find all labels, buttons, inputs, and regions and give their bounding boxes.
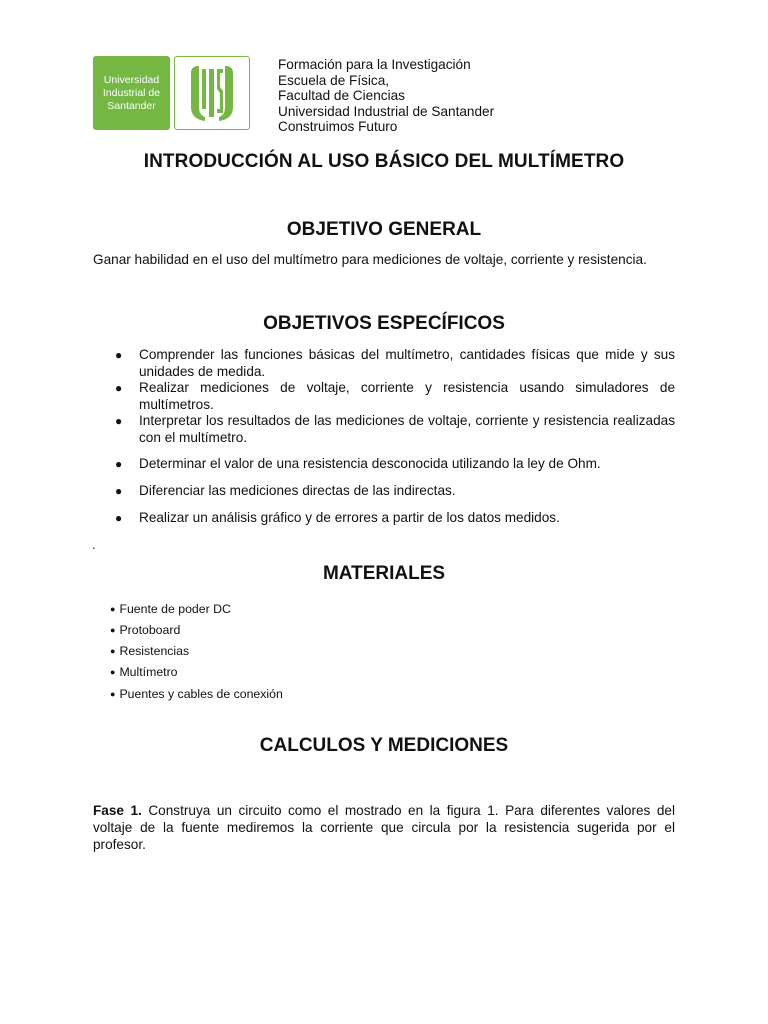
list-item-text: Resistencias — [119, 644, 190, 658]
list-item-text: Realizar un análisis gráfico y de errores a partir de los datos medidos. — [139, 510, 560, 525]
institution-line-5: Construimos Futuro — [278, 119, 398, 134]
objetivos-especificos-heading: OBJETIVOS ESPECÍFICOS — [263, 313, 505, 334]
bullet-icon: ● — [115, 484, 123, 498]
institution-line-1: Formación para la Investigación — [278, 57, 471, 72]
document-title: INTRODUCCIÓN AL USO BÁSICO DEL MULTÍMETRO — [143, 151, 625, 172]
list-item-text: Puentes y cables de conexión — [119, 687, 283, 701]
bullet-icon: ● — [115, 381, 123, 395]
bullet-icon: ● — [115, 457, 123, 471]
bullet-icon: ● — [110, 667, 116, 677]
bullet-icon: ● — [110, 604, 116, 614]
logo-text-line-2: Industrial de — [102, 86, 161, 99]
objetivo-general-text: Ganar habilidad en el uso del multímetro para mediciones de voltaje, corriente y resistencia. — [93, 252, 647, 267]
list-item-text: Comprender las funciones básicas del multímetro, cantidades físicas que mide y sus unidades de medida. — [139, 347, 675, 379]
fase-label: Fase 1. — [93, 803, 142, 818]
materiales-heading: MATERIALES — [322, 563, 446, 584]
list-item — [110, 644, 189, 660]
uis-mark-icon — [174, 56, 250, 130]
institution-info — [278, 57, 494, 135]
stray-dot: . — [92, 537, 96, 552]
list-item-text: Fuente de poder DC — [119, 602, 231, 616]
uis-logo — [93, 56, 251, 130]
institution-line-2: Escuela de Física, — [278, 72, 390, 88]
bullet-icon: ● — [115, 348, 123, 362]
logo-text-line-1: Universidad — [103, 73, 160, 86]
list-item — [110, 687, 283, 703]
list-item-text: Realizar mediciones de voltaje, corriente y resistencia usando simuladores de multímetros. — [139, 380, 675, 412]
institution-line-4: Universidad Industrial de Santander — [278, 103, 495, 119]
list-item — [110, 665, 178, 681]
list-item-text: Multímetro — [119, 665, 178, 679]
institution-line-3: Facultad de Ciencias — [278, 88, 405, 103]
bullet-icon: ● — [110, 646, 116, 656]
logo-text-box — [93, 56, 170, 130]
list-item-text: Diferenciar las mediciones directas de las indirectas. — [139, 483, 456, 498]
list-item — [110, 602, 231, 618]
fase-text: Construya un circuito como el mostrado en la figura 1. Para diferentes valores del voltaje de la fuente mediremos la corriente que circula por la resistencia sugerida por el profesor. — [93, 803, 675, 852]
bullet-icon: ● — [110, 689, 116, 699]
fase-1-paragraph — [93, 802, 675, 853]
list-item-text: Protoboard — [119, 623, 181, 637]
list-item-text: Interpretar los resultados de las mediciones de voltaje, corriente y resistencia realizadas con el multímetro. — [139, 413, 675, 445]
logo-text-line-3: Santander — [107, 99, 156, 112]
list-item — [110, 623, 180, 639]
objetivo-general-heading: OBJETIVO GENERAL — [286, 219, 482, 240]
list-item-text: Determinar el valor de una resistencia desconocida utilizando la ley de Ohm. — [139, 456, 601, 471]
calculos-heading: CALCULOS Y MEDICIONES — [259, 735, 509, 756]
bullet-icon: ● — [110, 625, 116, 635]
bullet-icon: ● — [115, 511, 123, 525]
bullet-icon: ● — [115, 414, 123, 428]
